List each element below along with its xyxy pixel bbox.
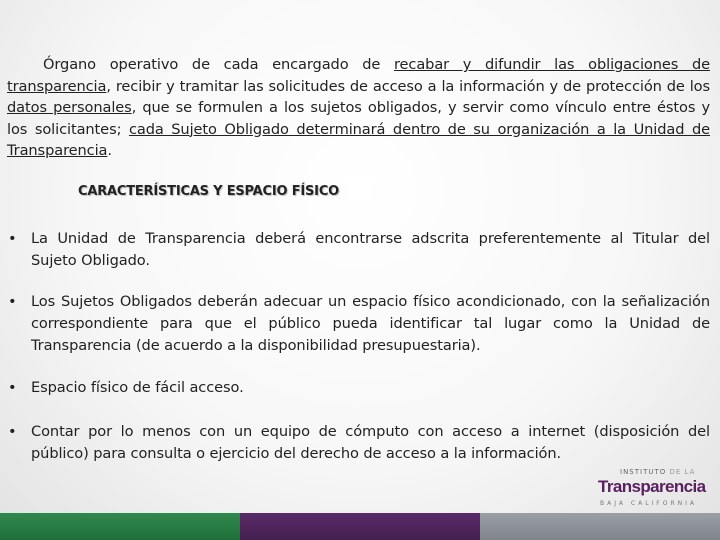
list-item-text: Espacio físico de fácil acceso. xyxy=(31,379,244,396)
footer-segment-purple xyxy=(240,513,480,540)
intro-underlined-3: cada Sujeto Obligado determinará dentro de su organización a la Unidad de Transparencia xyxy=(7,120,711,159)
bullet-icon: • xyxy=(8,293,17,310)
footer-segment-gray xyxy=(480,513,720,540)
logo-wordmark: Transparencia xyxy=(598,477,706,496)
list-item-text: Los Sujetos Obligados deberán adecuar un espacio físico acondicionado, con la señalización correspondiente para que el público pueda identificar tal lugar como la Unidad de Transparencia (de acuerdo a la disponibilidad presupuestaria). xyxy=(31,293,710,354)
bullet-icon: • xyxy=(8,379,17,396)
list-item xyxy=(8,421,710,465)
intro-underlined-2: datos personales xyxy=(7,99,132,116)
bullet-icon: • xyxy=(8,423,17,440)
list-item xyxy=(8,291,710,357)
list-item-text: La Unidad de Transparencia deberá encontrarse adscrita preferentemente al Titular del Sujeto Obligado. xyxy=(31,230,710,269)
footer-color-bar xyxy=(0,513,720,540)
footer-segment-green xyxy=(0,513,240,540)
logo-line-3: BAJA CALIFORNIA xyxy=(600,500,698,507)
section-heading: CARACTERÍSTICAS Y ESPACIO FÍSICO xyxy=(78,184,340,199)
intro-text-2: , recibir y tramitar las solicitudes de acceso a la información y de protección de los xyxy=(106,77,710,95)
intro-paragraph xyxy=(7,54,710,162)
bullet-icon: • xyxy=(8,230,17,247)
intro-text-1: Órgano operativo de cada encargado de xyxy=(43,56,394,73)
intro-text-3: , que se formulen a los sujetos obligados, y servir como vínculo entre éstos y los solicitantes; xyxy=(7,99,711,138)
logo-line-1: INSTITUTO DE LA xyxy=(620,468,696,476)
intro-text-4: . xyxy=(107,142,112,159)
list-item xyxy=(8,377,710,399)
list-item-text: Contar por lo menos con un equipo de cómputo con acceso a internet (disposición del público) para consulta o ejercicio del derecho de acceso a la información. xyxy=(31,423,710,462)
list-item xyxy=(8,228,710,272)
intro-underlined-1: recabar y difundir las obligaciones de transparencia xyxy=(7,56,710,95)
institute-logo xyxy=(598,466,718,510)
